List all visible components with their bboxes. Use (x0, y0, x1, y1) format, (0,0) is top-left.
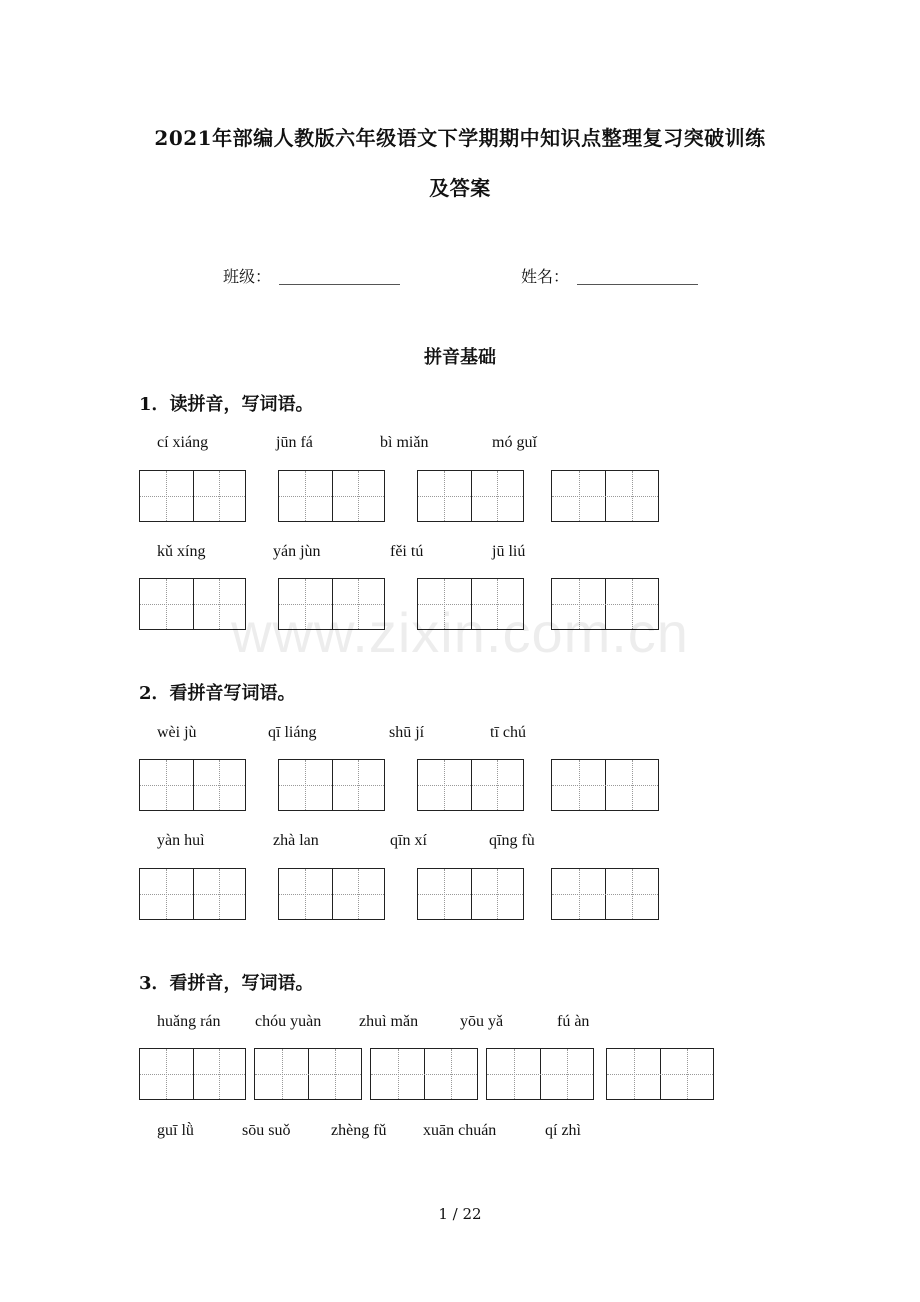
pinyin-label: qīng fù (489, 832, 535, 849)
pinyin-label: shū jí (389, 724, 425, 741)
guide-line-horizontal (140, 496, 245, 497)
guide-line-horizontal (418, 496, 523, 497)
guide-line-horizontal (607, 1074, 713, 1075)
writing-box[interactable] (254, 1048, 362, 1100)
writing-box[interactable] (139, 759, 246, 811)
pinyin-label: qī liáng (268, 724, 317, 741)
pinyin-label: yōu yǎ (460, 1013, 504, 1030)
guide-line-horizontal (279, 785, 384, 786)
pinyin-label: xuān chuán (423, 1122, 497, 1139)
pinyin-label: zhà lan (273, 832, 319, 849)
question-2-heading: 2．看拼音写词语。 (139, 683, 296, 704)
guide-line-horizontal (255, 1074, 361, 1075)
pinyin-label: wèi jù (157, 724, 197, 741)
document-title-line2: 及答案 (429, 176, 491, 200)
name-label: 姓名： (521, 267, 570, 286)
pinyin-label: chóu yuàn (255, 1013, 322, 1030)
question-1-heading: 1．读拼音，写词语。 (139, 394, 314, 415)
pinyin-label: huǎng rán (157, 1013, 221, 1030)
writing-box[interactable] (417, 759, 524, 811)
guide-line-horizontal (279, 496, 384, 497)
pinyin-label: jūn fá (276, 434, 313, 451)
writing-box[interactable] (139, 470, 246, 522)
name-blank[interactable] (577, 284, 698, 285)
guide-line-horizontal (140, 894, 245, 895)
class-label: 班级： (223, 267, 272, 286)
pinyin-label: tī chú (490, 724, 526, 741)
writing-box[interactable] (278, 868, 385, 920)
section-title: 拼音基础 (424, 347, 496, 368)
pinyin-label: sōu suǒ (242, 1122, 291, 1139)
watermark: www.zixin.com.cn (231, 601, 689, 664)
guide-line-horizontal (279, 894, 384, 895)
pinyin-label: cí xiáng (157, 434, 209, 451)
writing-box[interactable] (417, 470, 524, 522)
pinyin-label: yàn huì (157, 832, 205, 849)
page-number: 1 / 22 (438, 1205, 482, 1223)
writing-box[interactable] (551, 759, 659, 811)
guide-line-horizontal (140, 1074, 245, 1075)
writing-box[interactable] (370, 1048, 478, 1100)
pinyin-label: mó guǐ (492, 434, 537, 451)
guide-line-horizontal (371, 1074, 477, 1075)
writing-box[interactable] (551, 470, 659, 522)
guide-line-horizontal (552, 785, 658, 786)
pinyin-label: fěi tú (390, 543, 424, 560)
writing-box[interactable] (486, 1048, 594, 1100)
pinyin-label: fú àn (557, 1013, 590, 1030)
pinyin-label: jū liú (492, 543, 526, 560)
pinyin-label: qīn xí (390, 832, 427, 849)
pinyin-label: kǔ xíng (157, 543, 206, 560)
guide-line-horizontal (140, 785, 245, 786)
guide-line-horizontal (418, 894, 523, 895)
pinyin-label: qí zhì (545, 1122, 581, 1139)
writing-box[interactable] (139, 868, 246, 920)
guide-line-horizontal (418, 785, 523, 786)
document-title-line1: 2021年部编人教版六年级语文下学期期中知识点整理复习突破训练 (154, 126, 766, 150)
class-blank[interactable] (279, 284, 400, 285)
pinyin-label: bì miǎn (380, 434, 429, 451)
guide-line-horizontal (552, 496, 658, 497)
writing-box[interactable] (278, 470, 385, 522)
pinyin-label: zhuì mǎn (359, 1013, 419, 1030)
pinyin-label: zhèng fǔ (331, 1122, 387, 1139)
writing-box[interactable] (417, 868, 524, 920)
writing-box[interactable] (551, 868, 659, 920)
guide-line-horizontal (552, 894, 658, 895)
question-3-heading: 3．看拼音，写词语。 (139, 973, 314, 994)
guide-line-horizontal (487, 1074, 593, 1075)
writing-box[interactable] (139, 1048, 246, 1100)
writing-box[interactable] (606, 1048, 714, 1100)
writing-box[interactable] (278, 759, 385, 811)
pinyin-label: guī lǜ (157, 1122, 194, 1139)
pinyin-label: yán jùn (273, 543, 321, 560)
